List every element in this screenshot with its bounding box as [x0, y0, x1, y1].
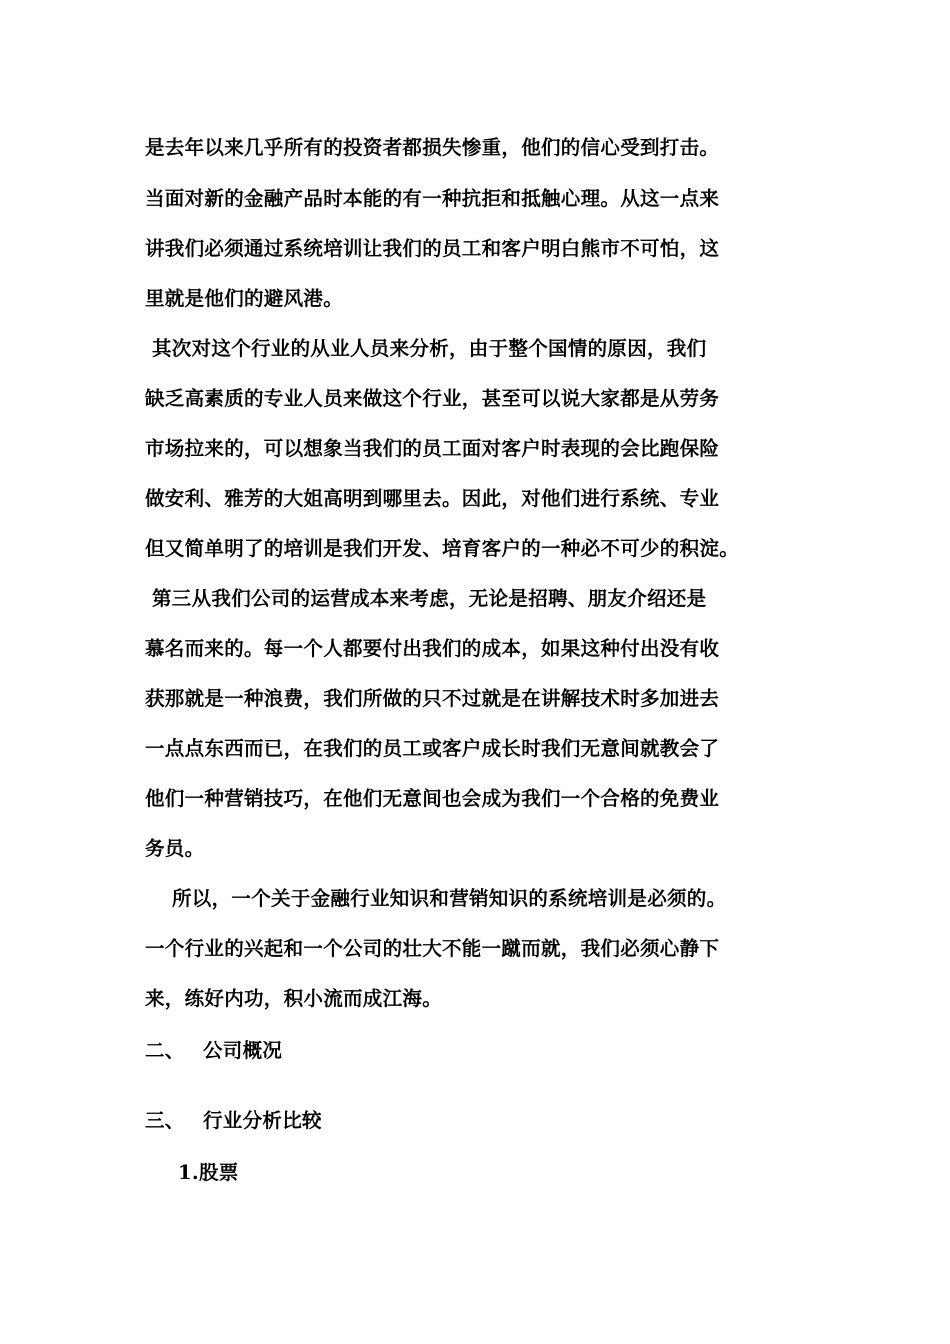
- paragraph4-line-2: 一个行业的兴起和一个公司的壮大不能一蹴而就，我们必须心静下: [145, 937, 720, 960]
- paragraph1-line-2: 当面对新的金融产品时本能的有一种抗拒和抵触心理。从这一点来: [145, 187, 720, 210]
- paragraph3-line-2: 慕名而来的。每一个人都要付出我们的成本，如果这种付出没有收: [145, 637, 720, 660]
- paragraph1-line-4: 里就是他们的避风港。: [145, 287, 344, 310]
- paragraph4-line-1: 所以，一个关于金融行业知识和营销知识的系统培训是必须的。: [172, 887, 727, 910]
- paragraph4-line-3: 来，练好内功，积小流而成江海。: [145, 987, 443, 1010]
- paragraph3-line-5: 他们一种营销技巧，在他们无意间也会成为我们一个合格的免费业: [145, 787, 720, 810]
- paragraph2-line-1: 其次对这个行业的从业人员来分析，由于整个国情的原因，我们: [152, 337, 707, 360]
- paragraph3-line-4: 一点点东西而已，在我们的员工或客户成长时我们无意间就教会了: [145, 737, 720, 760]
- section2-number: 二、: [145, 1039, 185, 1062]
- section2-title: 公司概况: [203, 1039, 283, 1062]
- paragraph2-line-4: 做安利、雅芳的大姐高明到哪里去。因此，对他们进行系统、专业: [145, 487, 720, 510]
- paragraph3-line-1: 第三从我们公司的运营成本来考虑，无论是招聘、朋友介绍还是: [152, 587, 707, 610]
- section2-heading: [145, 1036, 282, 1066]
- paragraph2-line-2: 缺乏高素质的专业人员来做这个行业，甚至可以说大家都是从劳务: [145, 387, 720, 410]
- section3-number: 三、: [145, 1109, 185, 1132]
- section3-heading: [145, 1106, 322, 1136]
- paragraph2-line-5: 但又简单明了的培训是我们开发、培育客户的一种必不可少的积淀。: [145, 537, 740, 560]
- paragraph3-line-3: 获那就是一种浪费，我们所做的只不过就是在讲解技术时多加进去: [145, 687, 720, 710]
- paragraph2-line-3: 市场拉来的，可以想象当我们的员工面对客户时表现的会比跑保险: [145, 437, 720, 460]
- subsection1-heading: 1.股票: [178, 1161, 239, 1184]
- paragraph1-line-3: 讲我们必须通过系统培训让我们的员工和客户明白熊市不可怕，这: [145, 237, 720, 260]
- paragraph1-line-1: 是去年以来几乎所有的投资者都损失惨重，他们的信心受到打击。: [145, 136, 720, 159]
- paragraph3-line-6: 务员。: [145, 837, 205, 860]
- section3-title: 行业分析比较: [203, 1109, 322, 1132]
